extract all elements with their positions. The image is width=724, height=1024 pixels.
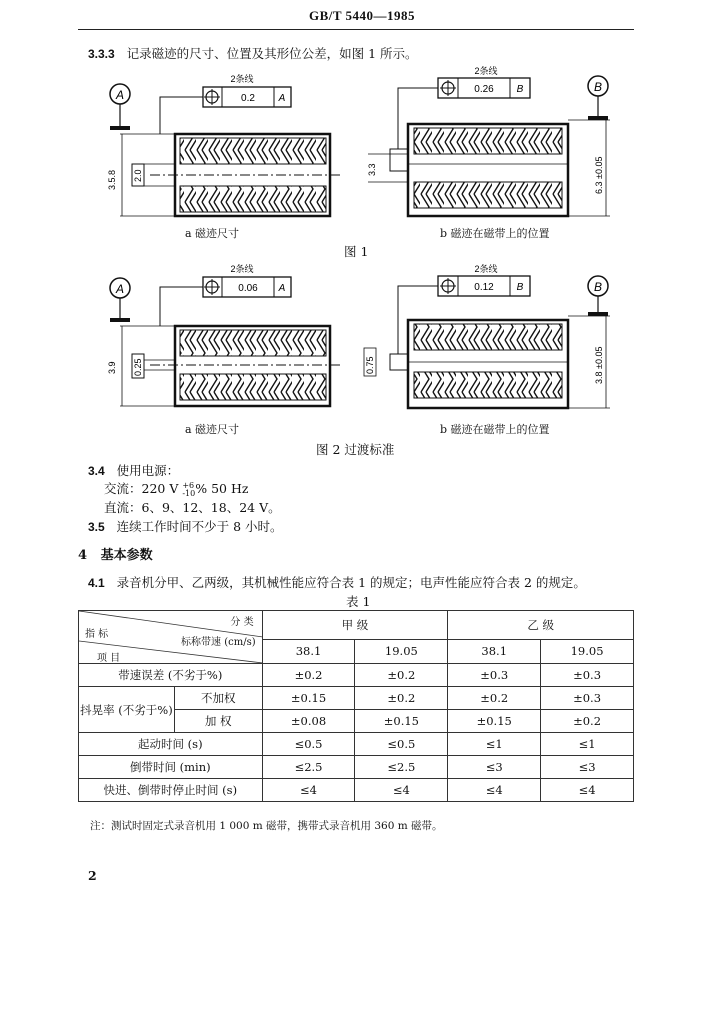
header-rule [78, 29, 634, 30]
grade-b-header: 乙 级 [448, 611, 634, 640]
value-cell: ≤2.5 [355, 756, 448, 779]
figure-2b-diagram [360, 262, 640, 414]
frame-label: 2条线 [230, 74, 254, 84]
section-4-heading [78, 544, 153, 563]
value-cell: ±0.2 [541, 710, 634, 733]
value-cell: ±0.2 [262, 664, 355, 687]
row-sublabel: 不加权 [174, 687, 262, 710]
clause-text: 记录磁迹的尺寸、位置及其形位公差，如图 1 所示。 [126, 46, 418, 61]
caption-1b: b 磁迹在磁带上的位置 [440, 227, 550, 240]
figure-2a-diagram [100, 262, 350, 412]
dim-outer: 3.5.8 [107, 169, 117, 190]
table-row [79, 733, 634, 756]
table-header-diagonal-cell [79, 611, 263, 664]
datum-b-letter: B [593, 280, 603, 294]
table-row [79, 756, 634, 779]
table-1-title: 表 1 [346, 594, 371, 609]
value-cell: ≤4 [448, 779, 541, 802]
row-sublabel: 加 权 [174, 710, 262, 733]
value-cell: ±0.3 [541, 687, 634, 710]
value-cell: ±0.3 [448, 664, 541, 687]
ac-power-line [104, 479, 248, 498]
table-1 [78, 610, 634, 802]
dim-right: 3.8 ±0.05 [594, 346, 604, 384]
speed-cell: 19.05 [355, 639, 448, 663]
head-item: 项 目 [97, 653, 121, 664]
table-1-note: 注：测试时固定式录音机用 1 000 m 磁带，携带式录音机用 360 m 磁带。 [90, 820, 443, 832]
frame-datum: A [278, 283, 286, 294]
speed-cell: 38.1 [262, 639, 355, 663]
head-category: 分 类 [230, 617, 254, 628]
table-row [79, 779, 634, 802]
clause-3-5 [88, 517, 283, 535]
datum-a-letter: A [115, 88, 125, 102]
clause-text: 录音机分甲、乙两级，其机械性能应符合表 1 的规定；电声性能应符合表 2 的规定。 [116, 575, 586, 590]
frame-datum: B [516, 84, 524, 95]
ac-tolerance [182, 482, 195, 498]
clause-text: 连续工作时间不少于 8 小时。 [116, 519, 283, 534]
value-cell: ±0.2 [355, 687, 448, 710]
figure-1b-diagram [360, 64, 640, 222]
speed-cell: 38.1 [448, 639, 541, 663]
value-cell: ±0.3 [541, 664, 634, 687]
dim-inner: 0.25 [133, 358, 143, 376]
row-label: 带速误差 (不劣于%) [79, 664, 263, 687]
value-cell: ≤4 [541, 779, 634, 802]
value-cell: ≤0.5 [355, 733, 448, 756]
value-cell: ±0.2 [448, 687, 541, 710]
frame-value: 0.2 [241, 93, 255, 104]
dim-inner: 2.0 [133, 169, 143, 182]
ac-tail: % 50 Hz [195, 481, 249, 496]
table-row [79, 687, 634, 710]
caption-1a: a 磁迹尺寸 [185, 227, 240, 240]
clause-4-1 [88, 573, 586, 591]
value-cell: ≤2.5 [262, 756, 355, 779]
value-cell: ≤4 [355, 779, 448, 802]
page-number: 2 [88, 868, 97, 883]
clause-number: 3.5 [88, 520, 105, 534]
head-indicator: 指 标 [85, 629, 109, 640]
frame-value: 0.06 [238, 283, 258, 294]
ac-tolerance-minus: -10 [182, 488, 196, 498]
frame-label: 2条线 [474, 264, 498, 274]
frame-label: 2条线 [474, 66, 498, 76]
row-label: 倒带时间 (min) [79, 756, 263, 779]
figure-2-title: 图 2 过渡标准 [316, 442, 395, 457]
row-label: 快进、倒带时停止时间 (s) [79, 779, 263, 802]
dim-left: 0.75 [365, 356, 375, 374]
value-cell: ≤1 [541, 733, 634, 756]
figure-1-title: 图 1 [344, 244, 369, 259]
clause-number: 3.4 [88, 464, 105, 478]
frame-value: 0.26 [474, 84, 494, 95]
value-cell: ≤1 [448, 733, 541, 756]
dim-right: 6.3 ±0.05 [594, 156, 604, 194]
value-cell: ±0.15 [448, 710, 541, 733]
row-label: 抖晃率 (不劣于%) [79, 687, 175, 733]
table-row [79, 664, 634, 687]
clause-text: 使用电源： [116, 463, 180, 478]
clause-number: 4.1 [88, 576, 105, 590]
value-cell: ±0.15 [262, 687, 355, 710]
standard-header: GB/T 5440—1985 [308, 8, 416, 23]
ac-tolerance-plus: +6 [182, 480, 195, 490]
speed-cell: 19.05 [541, 639, 634, 663]
caption-2b: b 磁迹在磁带上的位置 [440, 423, 550, 436]
value-cell: ±0.15 [355, 710, 448, 733]
value-cell: ≤4 [262, 779, 355, 802]
figure-1a-diagram [100, 72, 350, 222]
value-cell: ≤0.5 [262, 733, 355, 756]
caption-2a: a 磁迹尺寸 [185, 423, 240, 436]
ac-label: 交流：220 V [104, 481, 179, 496]
frame-label: 2条线 [230, 264, 254, 274]
clause-number: 3.3.3 [88, 47, 115, 61]
dim-outer: 3.9 [107, 361, 117, 374]
row-label: 起动时间 (s) [79, 733, 263, 756]
frame-datum: B [516, 282, 524, 293]
datum-b-letter: B [593, 80, 603, 94]
datum-a-letter: A [115, 282, 125, 296]
section-title: 基本参数 [100, 548, 153, 563]
frame-datum: A [278, 93, 286, 104]
value-cell: ≤3 [541, 756, 634, 779]
dim-left: 3.3 [367, 163, 377, 176]
grade-a-header: 甲 级 [262, 611, 448, 640]
dc-power-line: 直流：6、9、12、18、24 V。 [104, 500, 281, 515]
value-cell: ±0.2 [355, 664, 448, 687]
value-cell: ≤3 [448, 756, 541, 779]
section-number: 4 [78, 548, 88, 563]
clause-3-4 [88, 461, 179, 479]
value-cell: ±0.08 [262, 710, 355, 733]
head-speed: 标称带速 (cm/s) [181, 637, 256, 648]
clause-3-3-3 [88, 44, 418, 62]
frame-value: 0.12 [474, 282, 494, 293]
